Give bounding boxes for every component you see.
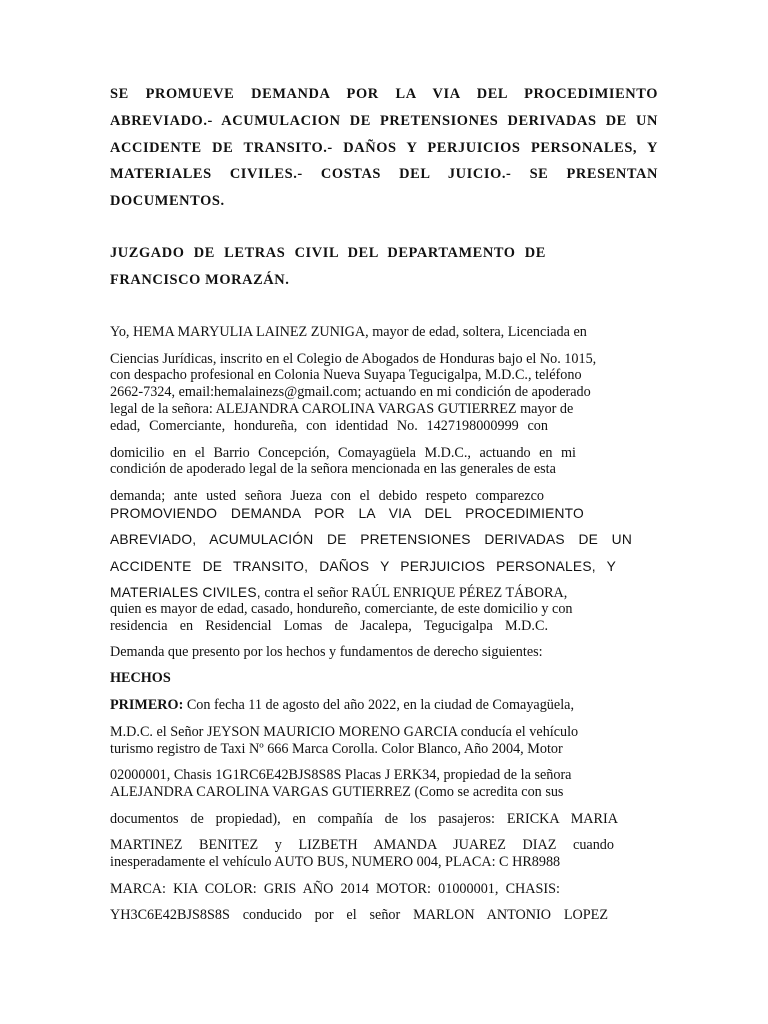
hechos-line-9: MARCA: KIA COLOR: GRIS AÑO 2014 MOTOR: 01000001, CHASIS: bbox=[110, 881, 560, 897]
hechos-title: HECHOS bbox=[110, 670, 171, 686]
intro-line-2: Ciencias Jurídicas, inscrito en el Colegio de Abogados de Honduras bajo el No. 1015, bbox=[110, 351, 597, 367]
intro-line-10: PROMOVIENDO DEMANDA POR LA VIA DEL PROCEDIMIENTO bbox=[110, 506, 584, 521]
intro-line-11: ABREVIADO, ACUMULACIÓN DE PRETENSIONES DERIVADAS DE UN bbox=[110, 532, 632, 547]
court-line-2: FRANCISCO MORAZÁN. bbox=[110, 272, 290, 288]
intro-line-14: quien es mayor de edad, casado, hondureño, comerciante, de este domicilio y con bbox=[110, 601, 573, 617]
hechos-primero-line bbox=[110, 697, 658, 714]
intro-line-13-rest: contra el señor RAÚL ENRIQUE PÉREZ TÁBORA, bbox=[264, 585, 568, 601]
intro-line-3: con despacho profesional en Colonia Nueva Suyapa Tegucigalpa, M.D.C., teléfono bbox=[110, 367, 582, 383]
primero-label: PRIMERO: bbox=[110, 697, 184, 713]
intro-line-9: demanda; ante usted señora Jueza con el debido respeto comparezco bbox=[110, 488, 544, 504]
heading-line-5: DOCUMENTOS. bbox=[110, 193, 225, 209]
intro-line-13 bbox=[110, 584, 642, 602]
heading-line-1: SE PROMUEVE DEMANDA POR LA VIA DEL PROCEDIMIENTO bbox=[110, 86, 658, 102]
heading-line-3: ACCIDENTE DE TRANSITO.- DAÑOS Y PERJUICIOS PERSONALES, Y bbox=[110, 140, 658, 156]
court-line-1: JUZGADO DE LETRAS CIVIL DEL DEPARTAMENTO DE bbox=[110, 245, 546, 261]
heading-line-2: ABREVIADO.- ACUMULACION DE PRETENSIONES DERIVADAS DE UN bbox=[110, 113, 658, 129]
hechos-line-8: inesperadamente el vehículo AUTO BUS, NUMERO 004, PLACA: C HR8988 bbox=[110, 854, 561, 870]
hechos-line-4: 02000001, Chasis 1G1RC6E42BJS8S8S Placas J ERK34, propiedad de la señora bbox=[110, 767, 572, 783]
hechos-line-7: MARTINEZ BENITEZ y LIZBETH AMANDA JUAREZ DIAZ cuando bbox=[110, 837, 614, 853]
hechos-line-1: Con fecha 11 de agosto del año 2022, en la ciudad de Comayagüela, bbox=[186, 697, 574, 713]
hechos-line-2: M.D.C. el Señor JEYSON MAURICIO MORENO GARCIA conducía el vehículo bbox=[110, 724, 579, 740]
intro-line-7: domicilio en el Barrio Concepción, Comayagüela M.D.C., actuando en mi bbox=[110, 445, 576, 461]
intro-line-4: 2662-7324, email:hemalainezs@gmail.com; actuando en mi condición de apoderado bbox=[110, 384, 591, 400]
intro-line-15: residencia en Residencial Lomas de Jacalepa, Tegucigalpa M.D.C. bbox=[110, 618, 548, 634]
intro-line-12: ACCIDENTE DE TRANSITO, DAÑOS Y PERJUICIOS PERSONALES, Y bbox=[110, 559, 616, 574]
intro-line-1: Yo, HEMA MARYULIA LAINEZ ZUNIGA, mayor de edad, soltera, Licenciada en bbox=[110, 324, 587, 340]
demanda-line: Demanda que presento por los hechos y fundamentos de derecho siguientes: bbox=[110, 644, 543, 660]
hechos-line-3: turismo registro de Taxi Nº 666 Marca Corolla. Color Blanco, Año 2004, Motor bbox=[110, 741, 563, 757]
hechos-line-6: documentos de propiedad), en compañía de los pasajeros: ERICKA MARIA bbox=[110, 811, 618, 827]
heading-line-4: MATERIALES CIVILES.- COSTAS DEL JUICIO.- SE PRESENTAN bbox=[110, 166, 658, 182]
intro-line-6: edad, Comerciante, hondureña, con identidad No. 1427198000999 con bbox=[110, 418, 548, 434]
hechos-line-10: YH3C6E42BJS8S8S conducido por el señor MARLON ANTONIO LOPEZ bbox=[110, 907, 608, 923]
intro-line-5: legal de la señora: ALEJANDRA CAROLINA VARGAS GUTIERREZ mayor de bbox=[110, 401, 574, 417]
hechos-line-5: ALEJANDRA CAROLINA VARGAS GUTIERREZ (Como se acredita con sus bbox=[110, 784, 564, 800]
intro-line-13-caps: MATERIALES CIVILES, bbox=[110, 585, 261, 600]
intro-line-8: condición de apoderado legal de la señora mencionada en las generales de esta bbox=[110, 461, 556, 477]
